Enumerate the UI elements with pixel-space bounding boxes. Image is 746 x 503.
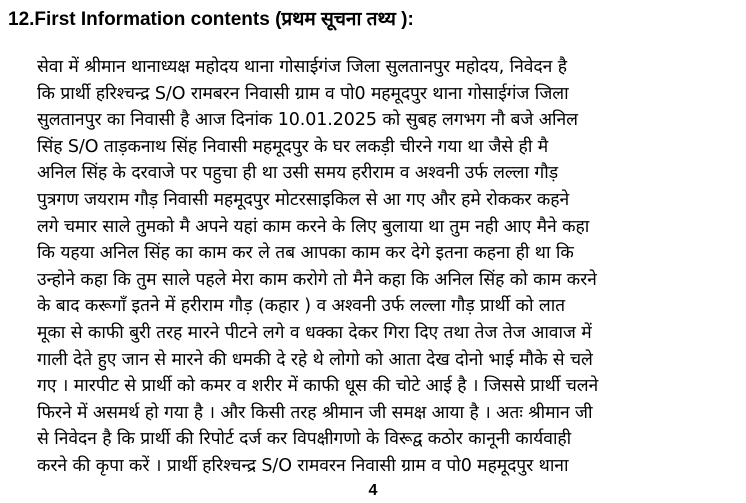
body-line: सेवा में श्रीमान थानाध्यक्ष महोदय थाना गोसाईगंज जिला सुलतानपुर महोदय, निवेदन है [37,57,567,77]
body-line: के बाद करूगाँ इतने में हरीराम गौड़ (कहार ) व अश्वनी उर्फ लल्ला गौड़ प्रार्थी को लात [37,296,566,317]
body-line: मूका से काफी बुरी तरह मारने पीटने लगे व धक्का देकर गिरा दिए तथा तेज तेज आवाज में [37,322,592,343]
section-heading: 12.First Information contents (प्रथम सूचना तथ्य ): [8,9,414,30]
body-line: गए । मारपीट से प्रार्थी को कमर व शरीर में काफी धूस की चोटे आई है । जिससे प्रार्थी चलने [37,376,599,397]
complaint-body [37,54,717,480]
body-line: सिंह S/O ताड़कनाथ सिंह निवासी महमूदपुर के घर लकड़ी चीरने गया था जैसे ही मै [37,136,549,157]
body-line: कि प्रार्थी हरिश्चन्द्र S/O रामबरन निवासी ग्राम व पो0 महमूदपुर थाना गोसाईगंज जिला [37,83,569,104]
body-line: सुलतानपुर का निवासी है आज दिनांक 10.01.2025 को सुबह लगभग नौ बजे अनिल [37,110,578,131]
body-line: पुत्रगण जयराम गौड़ निवासी महमूदपुर मोटरसाइकिल से आ गए और हमे रोककर कहने [37,189,570,210]
body-line: करने की कृपा करें । प्रार्थी हरिश्चन्द्र S/O रामवरन निवासी ग्राम व पो0 महमूदपुर थाना [37,455,569,476]
body-line: गाली देते हुए जान से मारने की धमकी दे रहे थे लोगो को आता देख दोनो भाई मौके से चले [37,349,593,370]
body-line: अनिल सिंह के दरवाजे पर पहुचा ही था उसी समय हरीराम व अश्वनी उर्फ लल्ला गौड़ [37,163,558,184]
body-line: उन्होने कहा कि तुम साले पहले मेरा काम करोगे तो मैने कहा कि अनिल सिंह को काम करने [37,269,597,290]
page-number: 4 [368,482,378,499]
body-line: कि यहया अनिल सिंह का काम कर ले तब आपका काम कर देगे इतना कहना ही था कि [37,243,574,264]
body-line: लगे चमार साले तुमको मै अपने यहां काम करने के लिए बुलाया था तुम नही आए मैने कहा [37,216,590,237]
body-line: से निवेदन है कि प्रार्थी की रिपोर्ट दर्ज कर विपक्षीगणो के विरूद्व कठोर कानूनी कार्यवाही [37,429,572,450]
body-line: फिरने में असमर्थ हो गया है । और किसी तरह श्रीमान जी समक्ष आया है । अतः श्रीमान जी [37,402,593,423]
